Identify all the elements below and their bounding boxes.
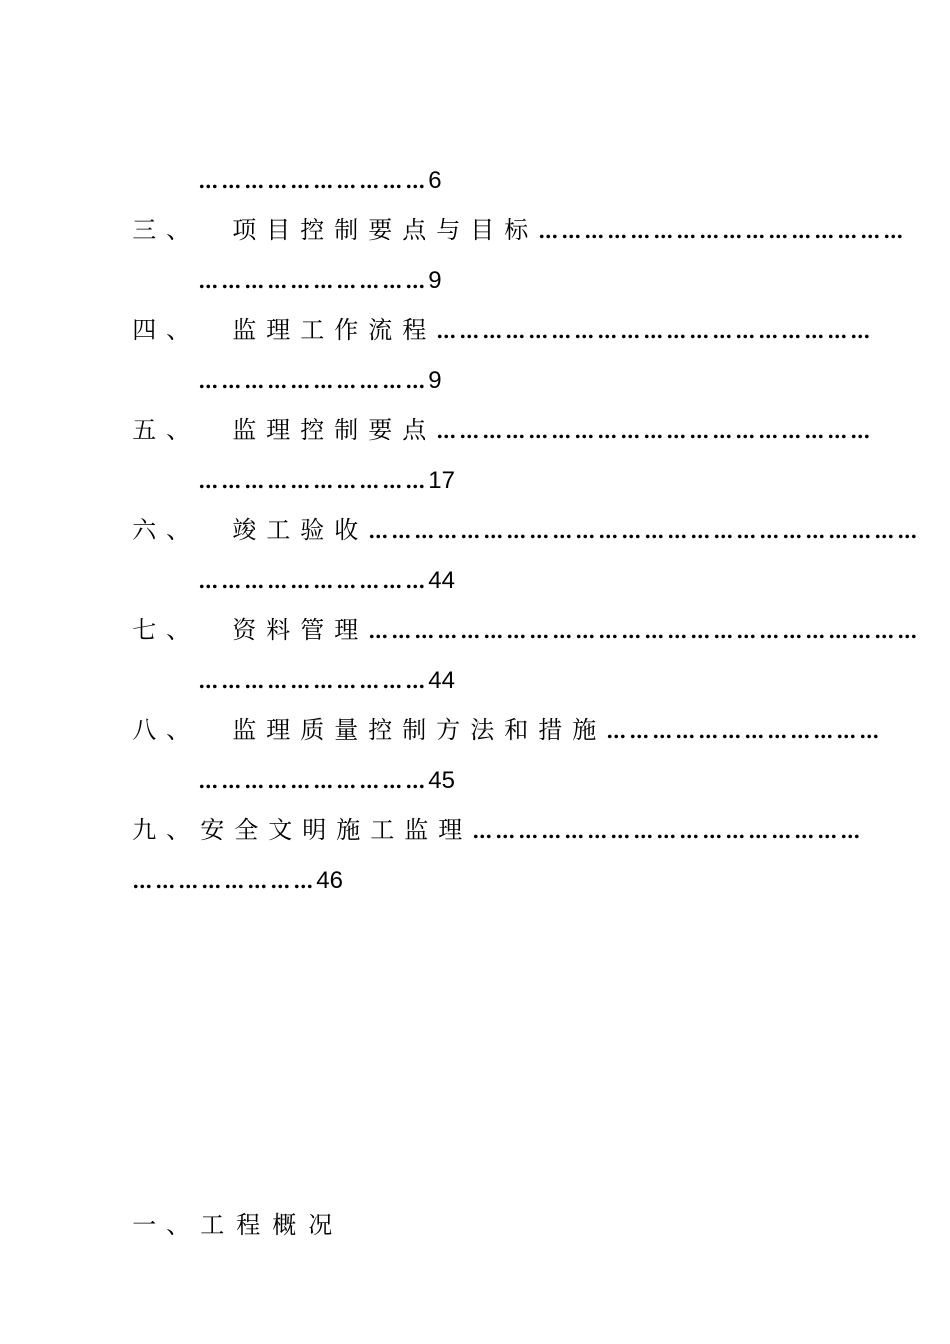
toc-continuation-line xyxy=(183,235,442,294)
toc-leader: ………………………………………………… xyxy=(436,419,874,443)
toc-continuation-line xyxy=(183,535,455,594)
toc-page-number: 6 xyxy=(428,167,442,194)
toc-entry-number: 七、 xyxy=(132,616,201,644)
toc-entry xyxy=(117,685,883,744)
toc-leader: …………………………………………… xyxy=(472,819,864,843)
toc-entry xyxy=(117,185,907,244)
section-title: 工程概况 xyxy=(200,1211,345,1239)
toc-page-number: 46 xyxy=(316,867,343,894)
toc-leader: ……………………………………………………………… xyxy=(368,519,921,543)
toc-leader: ……………………………… xyxy=(606,719,883,743)
toc-entry-number: 九、 xyxy=(132,816,201,844)
toc-entry-number: 三、 xyxy=(132,216,201,244)
toc-entry xyxy=(117,385,874,444)
toc-leader: ………………………………………… xyxy=(538,219,907,243)
toc-leader: ………………………… xyxy=(198,169,429,193)
toc-leader: ………………………… xyxy=(198,769,429,793)
toc-leader: …………………… xyxy=(132,869,317,893)
toc-continuation-line xyxy=(183,435,455,494)
toc-leader: ………………………… xyxy=(198,669,429,693)
toc-continuation-line xyxy=(117,835,343,894)
toc-entry-number: 八、 xyxy=(132,716,201,744)
toc-entry-title: 项目控制要点与目标 xyxy=(232,216,539,244)
toc-entry-title: 监理控制要点 xyxy=(232,416,437,444)
toc-page-number: 44 xyxy=(428,667,455,694)
section-number: 一、 xyxy=(132,1211,201,1239)
toc-leader: ………………………… xyxy=(198,369,429,393)
toc-entry-title: 监理工作流程 xyxy=(232,316,437,344)
toc-entry-title: 监理质量控制方法和措施 xyxy=(232,716,607,744)
toc-page-number: 45 xyxy=(428,767,455,794)
toc-page-number: 17 xyxy=(428,467,455,494)
toc-leader: ………………………… xyxy=(198,269,429,293)
toc-entry-title: 安全文明施工监理 xyxy=(200,816,473,844)
toc-entry xyxy=(117,785,864,844)
toc-entry xyxy=(117,585,921,644)
toc-continuation-line xyxy=(183,635,455,694)
toc-continuation-line xyxy=(183,735,455,794)
toc-continuation-line xyxy=(183,335,442,394)
toc-page-number: 9 xyxy=(428,367,442,394)
section-heading xyxy=(117,1180,345,1239)
toc-leader: ………………………… xyxy=(198,469,429,493)
toc-entry-title: 资料管理 xyxy=(232,616,369,644)
toc-leader: ………………………… xyxy=(198,569,429,593)
toc-leader: ……………………………………………………………… xyxy=(368,619,921,643)
toc-entry-title: 竣工验收 xyxy=(232,516,369,544)
toc-entry-number: 五、 xyxy=(132,416,201,444)
toc-entry xyxy=(117,485,921,544)
toc-page-number: 44 xyxy=(428,567,455,594)
toc-entry-number: 六、 xyxy=(132,516,201,544)
toc-entry-number: 四、 xyxy=(132,316,201,344)
toc-page-number: 9 xyxy=(428,267,442,294)
toc-continuation-line xyxy=(183,135,442,194)
toc-entry xyxy=(117,285,874,344)
toc-leader: ………………………………………………… xyxy=(436,319,874,343)
